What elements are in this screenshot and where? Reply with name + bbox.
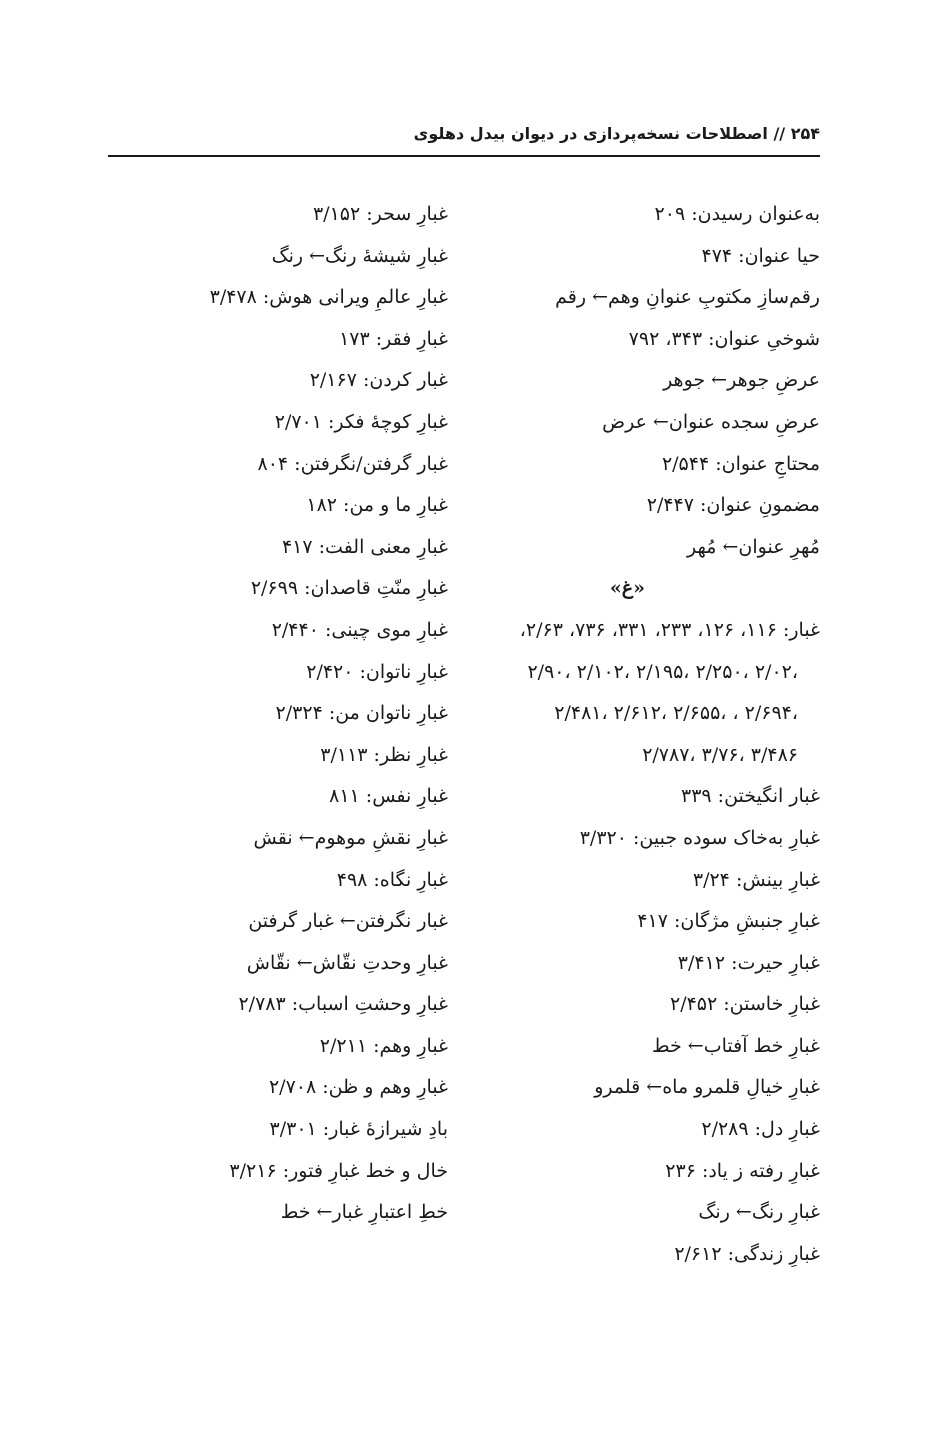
index-entry: محتاجِ عنوان: ۲/۵۴۴ (661, 452, 820, 475)
index-entry: غبار نگرفتن← غبار گرفتن (248, 910, 448, 933)
index-entry: شوخیِ عنوان: ۳۴۳، ۷۹۲ (628, 327, 820, 350)
index-entry: غبارِ دل: ۲/۲۸۹ (701, 1118, 820, 1141)
index-entry: غبارِ خیالِ قلمرو ماه← قلمرو (594, 1076, 820, 1099)
index-entry: غبار کردن: ۲/۱۶۷ (309, 369, 448, 392)
index-entry: غبارِ وهم و ظن: ۲/۷۰۸ (268, 1076, 448, 1099)
index-entry: مضمونِ عنوان: ۲/۴۴۷ (646, 494, 820, 517)
index-entry-continuation: ۲/۴۸۱، ۲/۶۱۲، ۲/۶۵۵، ، ۲/۶۹۴، (554, 702, 798, 725)
index-entry: غبارِ نفس: ۸۱۱ (329, 785, 448, 808)
index-entry: غبارِ شیشۀ رنگ← رنگ (271, 244, 448, 267)
index-entry: غبارِ بینش: ۳/۲۴ (692, 868, 820, 891)
index-entry: غبار: ۱۱۶، ۱۲۶، ۲۳۳، ۳۳۱، ۷۳۶، ۲/۶۳، (519, 618, 820, 641)
index-entry: غبارِ حیرت: ۳/۴۱۲ (677, 951, 820, 974)
index-entry: غبارِ وحشتِ اسباب: ۲/۷۸۳ (238, 993, 448, 1016)
index-column-right (470, 194, 820, 1275)
index-entry: عرضِ سجده عنوان← عرض (602, 410, 820, 433)
index-entry: غبارِ منّتِ قاصدان: ۲/۶۹۹ (250, 577, 448, 600)
index-entry: غبارِ نقشِ موهوم← نقش (253, 826, 448, 849)
index-entry: غبارِ جنبشِ مژگان: ۴۱۷ (637, 910, 820, 933)
index-entry: غبارِ ناتوان من: ۲/۳۲۴ (275, 702, 448, 725)
index-entry: غبارِ به‌خاک سوده جبین: ۳/۳۲۰ (579, 826, 820, 849)
index-entry-continuation: ۲/۹۰، ۲/۱۰۲، ۲/۱۹۵، ۲/۲۵۰، ۲/۰۲، (527, 660, 798, 683)
section-heading: «غ» (609, 577, 645, 600)
index-entry: غبارِ زندگی: ۲/۶۱۲ (674, 1242, 820, 1265)
index-entry: مُهرِ عنوان← مُهر (687, 535, 820, 558)
index-entry: غبارِ خط آفتاب← خط (651, 1034, 820, 1057)
index-entry: غبارِ نظر: ۳/۱۱۳ (320, 743, 448, 766)
index-entry: رقم‌سازِ مکتوبِ عنوانِ وهم← رقم (555, 286, 820, 309)
index-entry: غبارِ سحر: ۳/۱۵۲ (312, 203, 448, 225)
index-entry: غبارِ وحدتِ نقّاش← نقّاش (246, 951, 448, 974)
index-entry: غبارِ ما و من: ۱۸۲ (306, 494, 448, 517)
index-entry: غبارِ وهم: ۲/۲۱۱ (319, 1034, 448, 1057)
index-entry: غبارِ معنی الفت: ۴۱۷ (281, 535, 448, 558)
index-entry: غبارِ رفته ز یاد: ۲۳۶ (665, 1159, 820, 1182)
index-entry: غبارِ عالمِ ویرانی هوش: ۳/۴۷۸ (209, 286, 448, 309)
index-entry: غبارِ رنگ← رنگ (698, 1201, 820, 1224)
page-header (108, 120, 820, 157)
index-entry: خال و خط غبارِ فتور: ۳/۲۱۶ (229, 1159, 448, 1182)
index-entry: غبارِ خاستن: ۲/۴۵۲ (670, 993, 820, 1016)
index-entry: عرضِ جوهر← جوهر (663, 369, 820, 392)
index-entry: غبارِ فقر: ۱۷۳ (339, 327, 448, 350)
index-entry: غبارِ موی چینی: ۲/۴۴۰ (271, 618, 448, 641)
index-entry: غبارِ کوچۀ فکر: ۲/۷۰۱ (274, 410, 448, 433)
index-entry: غبار گرفتن/نگرفتن: ۸۰۴ (257, 452, 448, 475)
index-column-left (148, 194, 448, 1234)
index-entry: غبارِ ناتوان: ۲/۴۲۰ (306, 660, 448, 683)
index-entry: غبار انگیختن: ۳۳۹ (681, 785, 820, 808)
index-entry: بادِ شیرازۀ غبار: ۳/۳۰۱ (269, 1118, 448, 1141)
index-entry: حیا عنوان: ۴۷۴ (701, 244, 820, 267)
index-entry: خطِ اعتبارِ غبار← خط (280, 1201, 448, 1224)
running-header-title: ۲۵۴ // اصطلاحات نسخه‌پردازی در دیوان بیدل دهلوی (413, 124, 820, 143)
index-entry: به‌عنوان رسیدن: ۲۰۹ (654, 203, 820, 225)
index-entry-continuation: ۲/۷۸۷، ۳/۷۶، ۳/۴۸۶ (642, 743, 798, 766)
index-entry: غبارِ نگاه: ۴۹۸ (336, 868, 448, 891)
